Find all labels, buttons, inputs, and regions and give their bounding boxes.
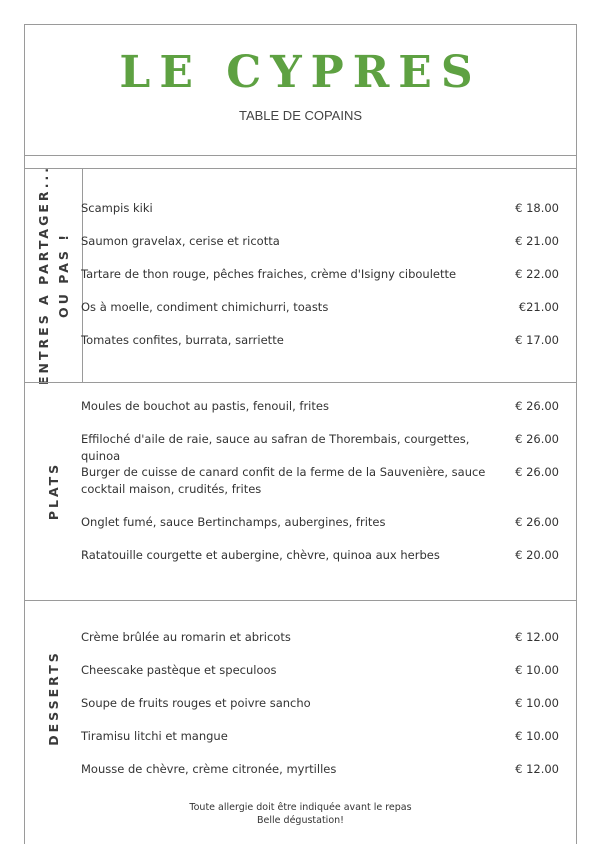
dish-price: € 12.00	[515, 630, 559, 644]
section-label-plats	[25, 382, 82, 600]
dish-name: Scampis kiki	[81, 201, 153, 215]
dish-name: Os à moelle, condiment chimichurri, toasts	[81, 300, 329, 314]
dish-name: Tomates confites, burrata, sarriette	[81, 333, 284, 347]
section-label-line: PLATS	[45, 461, 61, 521]
dish-price: € 26.00	[515, 432, 559, 446]
dish-name: Tiramisu litchi et mangue	[81, 729, 228, 743]
section-divider	[25, 382, 576, 383]
dish-name: Moules de bouchot au pastis, fenouil, frites	[81, 399, 329, 413]
menu-footer	[25, 801, 576, 827]
header-divider	[25, 155, 576, 156]
dish-price: € 21.00	[515, 234, 559, 248]
dish-price: € 10.00	[515, 729, 559, 743]
restaurant-name: LE CYPRES	[119, 47, 482, 98]
section-divider	[25, 600, 576, 601]
dish-price: € 26.00	[515, 465, 559, 479]
dish-name: Crème brûlée au romarin et abricots	[81, 630, 291, 644]
dish-price: € 10.00	[515, 663, 559, 677]
dish-price: € 18.00	[515, 201, 559, 215]
dish-name: Mousse de chèvre, crème citronée, myrtilles	[81, 762, 337, 776]
dish-name: Effiloché d'aile de raie, sauce au safran de Thorembais, courgettes, quinoa	[81, 432, 470, 463]
dish-name: Ratatouille courgette et aubergine, chèvre, quinoa aux herbes	[81, 548, 440, 562]
allergy-notice: Toute allergie doit être indiquée avant le repas	[189, 802, 412, 813]
dish-price: € 17.00	[515, 333, 559, 347]
dish-name: Cheescake pastèque et speculoos	[81, 663, 277, 677]
dish-price: € 26.00	[515, 399, 559, 413]
dish-price: € 10.00	[515, 696, 559, 710]
dish-price: € 22.00	[515, 267, 559, 281]
dish-name: Soupe de fruits rouges et poivre sancho	[81, 696, 311, 710]
dish-name: Burger de cuisse de canard confit de la ferme de la Sauvenière, sauce cocktail maison, crudités, frites	[81, 465, 486, 496]
dish-name: Saumon gravelax, cerise et ricotta	[81, 234, 280, 248]
header-divider-lower	[25, 168, 576, 169]
section-label-line: ENTRES A PARTAGER...	[35, 165, 51, 385]
dish-name: Tartare de thon rouge, pêches fraiches, crème d'Isigny ciboulette	[81, 267, 457, 281]
closing-message: Belle dégustation!	[257, 815, 344, 826]
dish-price: € 12.00	[515, 762, 559, 776]
menu-subtitle: TABLE DE COPAINS	[238, 108, 363, 123]
dish-price: € 20.00	[515, 548, 559, 562]
dish-price: €21.00	[518, 300, 559, 314]
menu-frame	[24, 24, 577, 844]
section-label-entrees	[25, 165, 82, 385]
section-label-line: DESSERTS	[45, 649, 61, 746]
dish-name: Onglet fumé, sauce Bertinchamps, aubergines, frites	[81, 515, 386, 529]
section-label-desserts	[25, 600, 82, 795]
dish-price: € 26.00	[515, 515, 559, 529]
section-label-line: OU PAS !	[55, 232, 71, 318]
menu-header	[25, 25, 576, 155]
